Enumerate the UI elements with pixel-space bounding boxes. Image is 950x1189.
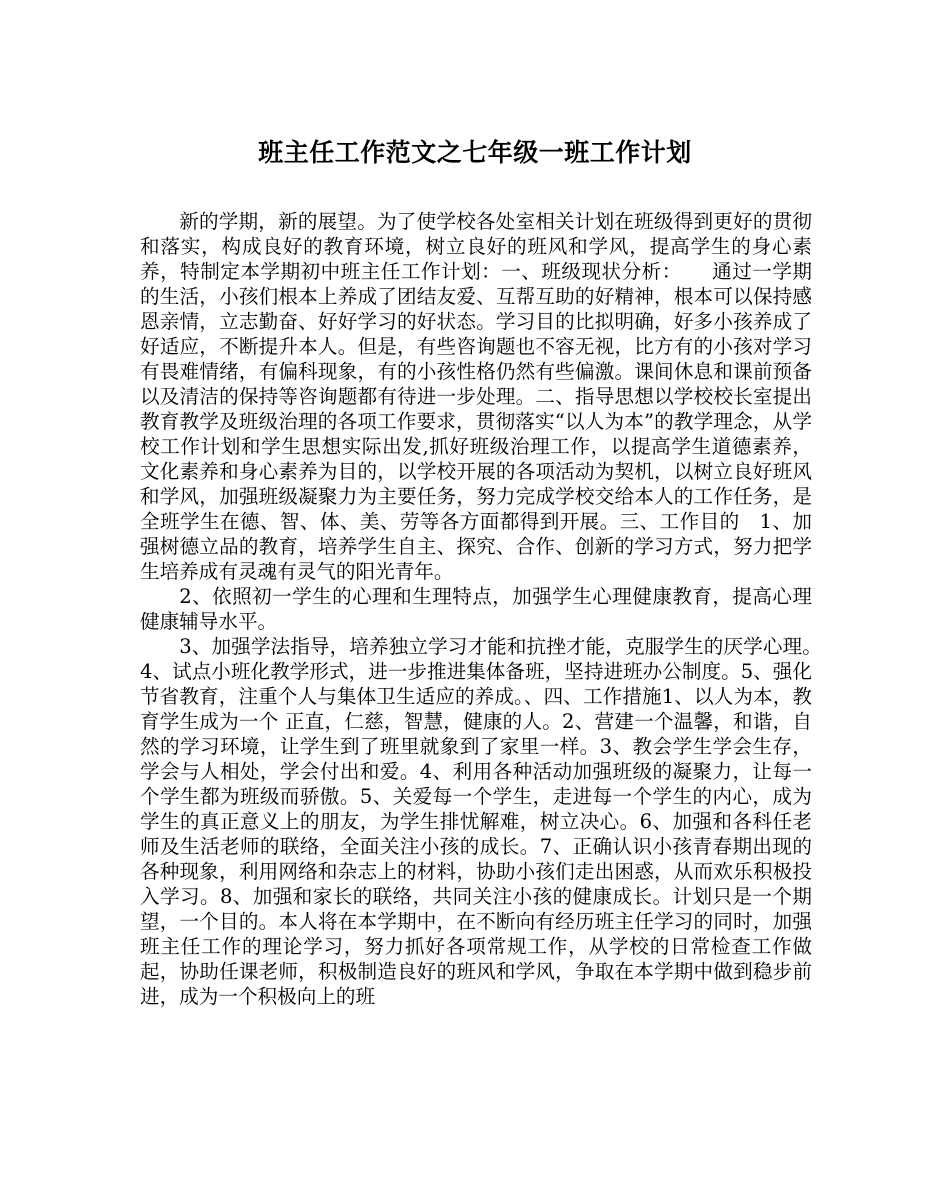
document-title: 班主任工作范文之七年级一班工作计划 [258,138,692,167]
paragraph-goal-2: 2、依照初一学生的心理和生理特点，加强学生心理健康教育，提高心理健康辅导水平。 [140,585,812,633]
paragraph-goal-3-and-measures: 3、加强学法指导，培养独立学习才能和抗挫才能，克服学生的厌学心理。 4、试点小班化教学形式，进一步推进集体备班，坚持进班办公制度。5、强化节省教育，注重个人与集体卫生适应的养成。、四、工作措施1、以人为本，教育学生成为一个 正直，仁慈，智慧，健康的人。2、营建一个温馨，和谐，自然的学习环境，让学生到了班里就象到了家里一样。3、教会学生学会生存，学会与人相处，学会付出和爱。4、利用各种活动加强班级的凝聚力，让每一个学生都为班级而骄傲。5、关爱每一个学生，走进每一个学生的内心，成为学生的真正意义上的朋友，为学生排忧解难，树立决心。6、加强和各科任老师及生活老师的联络，全面关注小孩的成长。7、正确认识小孩青春期出现的各种现象，利用网络和杂志上的材料，协助小孩们走出困惑，从而欢乐积极投入学习。8、加强和家长的联络，共同关注小孩的健康成长。计划只是一个期望，一个目的。本人将在本学期中，在不断向有经历班主任学习的同时，加强班主任工作的理论学习，努力抓好各项常规工作，从学校的日常检查工作做起，协助任课老师，积极制造良好的班风和学风，争取在本学期中做到稳步前进，成为一个积极向上的班 [140,635,832,1008]
document-body [140,209,832,1009]
paragraph-intro-and-goals: 新的学期，新的展望。为了使学校各处室相关计划在班级得到更好的贯彻和落实，构成良好的教育环境，树立良好的班风和学风，提高学生的身心素养，特制定本学期初中班主任工作计划：一、班级现状分析： 通过一学期的生活，小孩们根本上养成了团结友爱、互帮互助的好精神，根本可以保持感恩亲情，立志勤奋、好好学习的好状态。学习目的比拟明确，好多小孩养成了好适应，不断提升本人。但是，有些咨询题也不容无视，比方有的小孩对学习有畏难情绪，有偏科现象，有的小孩性格仍然有些偏激。课间休息和课前预备以及清洁的保持等咨询题都有待进一步处理。二、指导思想以学校校长室提出教育教学及班级治理的各项工作要求，贯彻落实“以人为本”的教学理念，从学校工作计划和学生思想实际出发,抓好班级治理工作，以提高学生道德素养，文化素养和身心素养为目的，以学校开展的各项活动为契机，以树立良好班风和学风，加强班级凝聚力为主要任务，努力完成学校交给本人的工作任务，是全班学生在德、智、体、美、劳等各方面都得到开展。三、工作目的 1、加强树德立品的教育，培养学生自主、探究、合作、创新的学习方式，努力把学生培养成有灵魂有灵气的阳光青年。 [140,210,812,583]
